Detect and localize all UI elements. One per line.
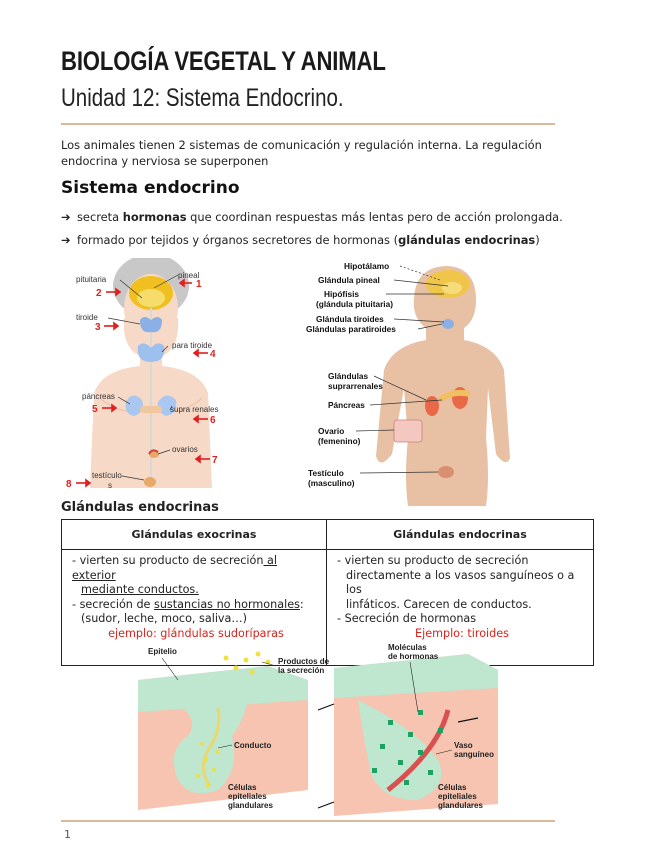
arrow-icon: ➔: [61, 233, 71, 247]
column-header-endocrine: Glándulas endocrinas: [327, 520, 594, 550]
svg-text:Glándulas paratiroides: Glándulas paratiroides: [306, 324, 396, 334]
intro-paragraph: Los animales tienen 2 sistemas de comunicación y regulación interna. La regulación endocrina y nerviosa se superponen: [61, 138, 542, 168]
svg-text:(femenino): (femenino): [318, 436, 361, 446]
svg-text:2: 2: [96, 288, 102, 299]
svg-text:Testículo: Testículo: [308, 468, 344, 478]
svg-text:s: s: [108, 481, 112, 490]
arrow-icon: ➔: [61, 210, 71, 224]
endocrine-cell: - vierten su producto de secreción directamente a los vasos sanguíneos o a los linfáticos. Carecen de conductos. - Secreción de hormonas Ejemplo: tiroides: [327, 550, 594, 666]
svg-text:sanguíneo: sanguíneo: [454, 750, 495, 759]
gland-comparison-figure: [118, 640, 598, 820]
endocrine-male-figure: [300, 258, 515, 506]
svg-text:6: 6: [210, 415, 216, 426]
page-number: 1: [64, 828, 71, 841]
svg-text:páncreas: páncreas: [82, 392, 115, 401]
svg-text:4: 4: [210, 349, 216, 360]
svg-text:Hipotálamo: Hipotálamo: [344, 261, 390, 271]
svg-text:(glándula pituitaria): (glándula pituitaria): [316, 299, 393, 309]
svg-text:la secreción: la secreción: [278, 666, 325, 675]
svg-text:Glándulas: Glándulas: [328, 371, 369, 381]
svg-text:Células: Células: [228, 783, 257, 792]
svg-text:Glándula pineal: Glándula pineal: [318, 275, 380, 285]
exocrine-cell: - vierten su producto de secreción al exterior mediante conductos. - secreción de sustancias no hormonales: (sudor, leche, moco, saliva…) ejemplo: glándulas sudoríparas: [62, 550, 327, 666]
svg-text:(masculino): (masculino): [308, 478, 355, 488]
column-header-exocrine: Glándulas exocrinas: [62, 520, 327, 550]
svg-text:Páncreas: Páncreas: [328, 400, 365, 410]
svg-text:Células: Células: [438, 783, 467, 792]
svg-text:pituitaria: pituitaria: [76, 275, 107, 284]
footer-divider: [61, 820, 555, 822]
svg-text:Ovario: Ovario: [318, 426, 345, 436]
svg-text:epiteliales: epiteliales: [438, 792, 477, 801]
section-heading: Sistema endocrino: [61, 178, 240, 198]
header-divider: [61, 123, 555, 125]
svg-text:Glándula tiroides: Glándula tiroides: [316, 314, 384, 324]
svg-text:para tiroide: para tiroide: [172, 341, 213, 350]
svg-text:8: 8: [66, 479, 72, 490]
svg-text:Hipófisis: Hipófisis: [324, 289, 360, 299]
svg-text:Epitelio: Epitelio: [148, 647, 177, 656]
bullet-item: ➔ secreta hormonas que coordinan respuestas más lentas pero de acción prolongada.: [61, 210, 563, 224]
svg-text:glandulares: glandulares: [438, 801, 483, 810]
svg-text:pineal: pineal: [178, 271, 200, 280]
svg-text:suprarrenales: suprarrenales: [328, 381, 383, 391]
page-subtitle: Unidad 12: Sistema Endocrino.: [61, 84, 344, 112]
svg-text:tiroide: tiroide: [76, 313, 98, 322]
table-header-row: [62, 520, 594, 550]
svg-text:testículo: testículo: [92, 471, 122, 480]
glands-heading: Glándulas endocrinas: [61, 500, 219, 515]
svg-text:supra renales: supra renales: [170, 405, 219, 414]
endocrine-body-figure: [62, 258, 240, 494]
svg-text:5: 5: [92, 404, 98, 415]
svg-text:ovarios: ovarios: [172, 445, 198, 454]
svg-text:epiteliales: epiteliales: [228, 792, 267, 801]
endocrine-example: Ejemplo: tiroides: [415, 626, 509, 640]
svg-text:Conducto: Conducto: [234, 741, 272, 750]
svg-text:Vaso: Vaso: [454, 741, 473, 750]
bullet-item: ➔ formado por tejidos y órganos secretores de hormonas (glándulas endocrinas): [61, 233, 540, 247]
svg-text:1: 1: [196, 279, 202, 290]
svg-text:de hormonas: de hormonas: [388, 652, 439, 661]
svg-text:3: 3: [95, 322, 101, 333]
svg-text:7: 7: [212, 455, 218, 466]
page-title: BIOLOGÍA VEGETAL Y ANIMAL: [61, 46, 386, 76]
svg-text:Moléculas: Moléculas: [388, 643, 427, 652]
svg-text:glandulares: glandulares: [228, 801, 273, 810]
svg-text:Productos de: Productos de: [278, 657, 330, 666]
exocrine-example: ejemplo: glándulas sudoríparas: [108, 626, 284, 640]
